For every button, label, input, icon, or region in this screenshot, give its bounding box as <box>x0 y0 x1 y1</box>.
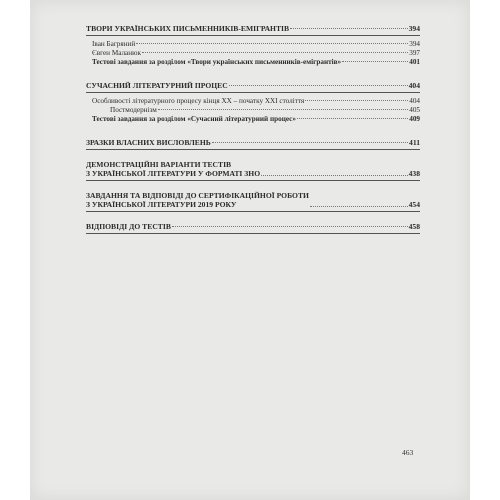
toc-heading-line-2: З УКРАЇНСЬКОЇ ЛІТЕРАТУРИ 2019 РОКУ <box>86 200 237 209</box>
leader-dots <box>136 43 408 44</box>
leader-dots <box>172 226 408 227</box>
toc-section-demo-tests <box>86 160 420 181</box>
leader-dots <box>305 100 408 101</box>
divider <box>86 211 420 212</box>
leader-dots <box>310 206 408 207</box>
toc-section-certification <box>86 191 420 212</box>
divider <box>86 180 420 181</box>
leader-dots <box>158 109 408 110</box>
toc-entry-title: Іван Багряний <box>92 40 136 48</box>
toc-page-number: 397 <box>409 49 420 57</box>
leader-dots <box>142 52 408 53</box>
toc-page-number: 458 <box>408 222 420 231</box>
toc-entry-title: Тестові завдання за розділом «Сучасний літературний процес» <box>92 115 296 123</box>
toc-heading-line-1: ДЕМОНСТРАЦІЙНІ ВАРІАНТИ ТЕСТІВ <box>86 160 232 169</box>
toc-heading <box>86 160 420 178</box>
toc-heading-title: ЗРАЗКИ ВЛАСНИХ ВИСЛОВЛЕНЬ <box>86 138 211 147</box>
toc-page-number: 394 <box>408 24 420 33</box>
divider <box>86 149 420 150</box>
toc-heading <box>86 81 420 90</box>
toc-page-number: 411 <box>409 138 420 147</box>
table-of-contents <box>86 24 420 244</box>
toc-entry <box>86 40 420 49</box>
toc-section-modern <box>86 81 420 124</box>
toc-section-answers <box>86 222 420 234</box>
leader-dots <box>290 28 408 29</box>
toc-page-number: 454 <box>408 200 420 209</box>
leader-dots <box>229 85 408 86</box>
leader-dots <box>212 142 408 143</box>
toc-section-samples <box>86 138 420 150</box>
toc-heading-title <box>86 160 260 178</box>
leader-dots <box>297 118 408 119</box>
toc-heading-title: СУЧАСНИЙ ЛІТЕРАТУРНИЙ ПРОЦЕС <box>86 81 228 90</box>
page-number: 463 <box>402 448 414 457</box>
divider <box>86 35 420 36</box>
toc-heading <box>86 138 420 147</box>
toc-heading <box>86 24 420 33</box>
toc-heading-title: ТВОРИ УКРАЇНСЬКИХ ПИСЬМЕННИКІВ-ЕМІГРАНТІВ <box>86 24 290 33</box>
toc-page-number: 401 <box>409 58 420 66</box>
toc-heading <box>86 191 420 209</box>
book-page <box>30 0 470 500</box>
divider <box>86 92 420 93</box>
toc-heading-title <box>86 191 309 209</box>
toc-entry-tests <box>86 58 420 67</box>
toc-page-number: 409 <box>409 115 420 123</box>
leader-dots <box>342 61 408 62</box>
toc-heading <box>86 222 420 231</box>
toc-heading-title: ВІДПОВІДІ ДО ТЕСТІВ <box>86 222 171 231</box>
toc-entry-tests <box>86 115 420 124</box>
toc-entry-title: Особливості літературного процесу кінця XX – початку XXI століття <box>92 97 305 105</box>
toc-heading-line-2: З УКРАЇНСЬКОЇ ЛІТЕРАТУРИ У ФОРМАТІ ЗНО <box>86 169 261 178</box>
leader-dots <box>261 175 408 176</box>
toc-page-number: 404 <box>409 97 420 105</box>
toc-section-emigrants <box>86 24 420 67</box>
toc-page-number: 404 <box>408 81 420 90</box>
toc-entry-title: Постмодернізм <box>110 106 157 114</box>
toc-entry <box>86 106 420 115</box>
toc-entry-title: Євген Маланюк <box>92 49 141 57</box>
toc-entry-title: Тестові завдання за розділом «Твори українських письменників-емігрантів» <box>92 58 342 66</box>
toc-page-number: 438 <box>408 169 420 178</box>
toc-entry <box>86 97 420 106</box>
divider <box>86 233 420 234</box>
toc-page-number: 405 <box>409 106 420 114</box>
toc-heading-line-1: ЗАВДАННЯ ТА ВІДПОВІДІ ДО СЕРТИФІКАЦІЙНОЇ РОБОТИ <box>86 191 309 200</box>
toc-page-number: 394 <box>409 40 420 48</box>
toc-entry <box>86 49 420 58</box>
